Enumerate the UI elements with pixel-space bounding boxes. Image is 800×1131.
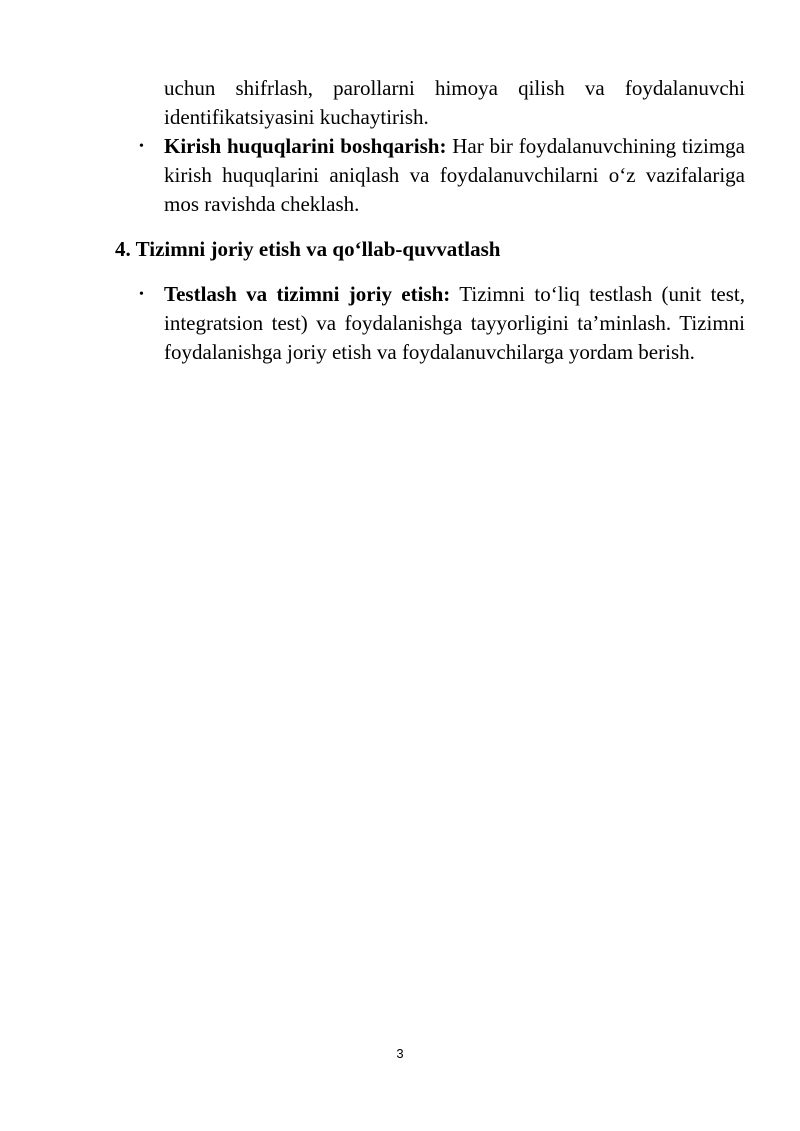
- page-number: 3: [396, 1046, 404, 1061]
- list-item: [115, 280, 745, 367]
- list-item: [115, 132, 745, 219]
- list-item-text: Har bir foydalanuvchining tizimga kirish huquqlarini aniqlash va foydalanuvchilarni o‘z vazifalariga mos ravishda cheklash.: [164, 134, 745, 216]
- bullet-icon: •: [139, 139, 144, 154]
- section-heading: 4. Tizimni joriy etish va qo‘llab-quvvatlash: [115, 237, 501, 261]
- bullet-list-security: [115, 132, 745, 219]
- list-item-term: Kirish huquqlarini boshqarish:: [164, 134, 447, 158]
- bullet-list-deployment: [115, 280, 745, 367]
- list-item-text: Tizimni to‘liq testlash (unit test, integratsion test) va foydalanishga tayyorligini ta’minlash. Tizimni foydalanishga joriy etish va foydalanuvchilarga yordam berish.: [164, 282, 745, 364]
- continuation-paragraph: uchun shifrlash, parollarni himoya qilish va foydalanuvchi identifikatsiyasini kuchaytirish.: [164, 76, 745, 129]
- list-item-term: Testlash va tizimni joriy etish:: [164, 282, 451, 306]
- bullet-icon: •: [139, 287, 144, 302]
- page-content: [115, 74, 745, 367]
